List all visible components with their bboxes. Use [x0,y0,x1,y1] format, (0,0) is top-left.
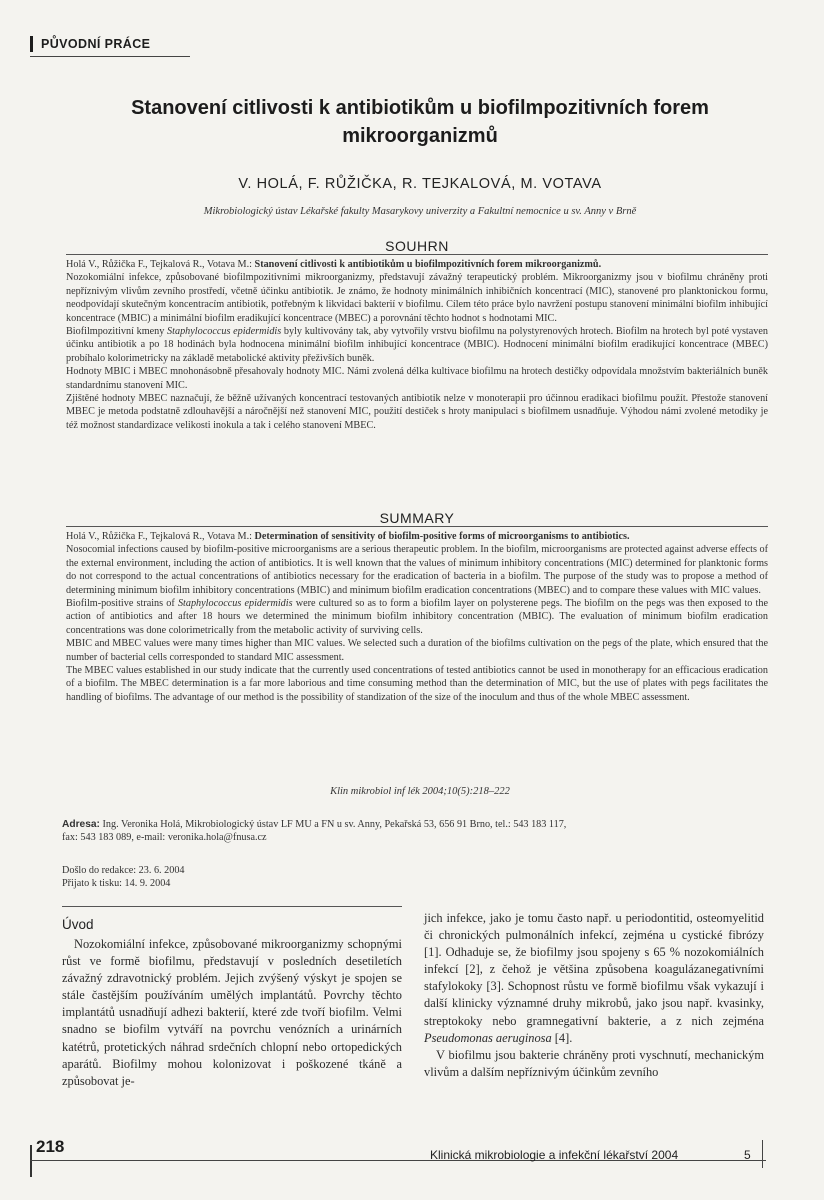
intro-right-post: [4]. [551,1030,573,1045]
summary-p2-pre: Biofilm-positive strains of [66,598,178,610]
souhrn-cite-authors: Holá V., Růžička F., Tejkalová R., Votava M.: [66,259,252,270]
article-title: Stanovení citlivosti k antibiotikům u biofilmpozitivních forem mikroorganizmů [131,97,709,147]
souhrn-paragraph-1: Nozokomiální infekce, způsobované biofilmpozitivními mikroorganizmy, představují závažný terapeutický problém. Mikroorganizmy jsou v biofilmu chráněny proti nepříznivým vlivům zevního prostředí, včetně účinku antibiotik. Je známo, že hodnoty minimálních inhibičních koncentrací (MIC), stanovené pro planktonickou formu, neodpovídají skutečným koncentracím antibiotik, potřebným k likvidaci bakterií v biofilmu. Cílem této práce bylo navržení postupu stanovení minimální biofilm inhibující koncentrace (MBIC) a minimální biofilm eradikující koncentrace (MBEC) a porovnání těchto hodnot s hodnotami MIC. [66,272,768,324]
summary-heading: SUMMARY [379,510,455,526]
submission-dates [62,864,362,891]
page-number: 218 [36,1137,65,1156]
body-left-column [62,916,402,1090]
souhrn-citation [66,258,768,271]
body-right-column [424,910,764,1081]
intro-right-paragraph-2: V biofilmu jsou bakterie chráněny proti vyschnutí, mechanickým vlivům a dalším nepříznivým účinkům zevního [424,1047,764,1079]
correspondence-address [62,818,762,845]
souhrn-p2-species: Staphylococcus epidermidis [167,326,282,338]
summary-paragraph-3: MBIC and MBEC values were many times higher than MIC values. We selected such a duration of the biofilms cultivation on the pegs of the plate, which ensured that the number of bacterial cells corresponded to standard MIC assessment. [66,638,768,663]
summary-citation [66,530,768,543]
souhrn-rule [66,254,768,255]
intro-heading: Úvod [62,917,94,932]
footer-tick [762,1140,763,1168]
address-label: Adresa: [62,819,100,830]
summary-p2-species: Staphylococcus epidermidis [177,598,293,610]
article-authors: V. HOLÁ, F. RŮŽIČKA, R. TEJKALOVÁ, M. VOTAVA [238,176,602,192]
intro-left-text: Nozokomiální infekce, způsobované mikroorganizmy schopnými růst ve formě biofilmu, představují v posledních desetiletích závažný zdravotnický problém. Jejich zvýšený výskyt je spojen se stále častějším používáním umělých implantátů. Povrchy těchto implantátů usnadňují adhezi bakterií, které zde tvoří biofilm. Velmi snadno se biofilm vytváří na povrchu venózních a urinárních katétrů, protetických náhrad srdečních chlopní nebo ortopedických aparátů. Biofilmy mohou kolonizovat i poškozené tkáně a způsobovat je- [62,937,402,1088]
footer-left-bar [30,1145,32,1177]
journal-citation: Klin mikrobiol inf lék 2004;10(5):218–222 [330,786,510,797]
address-line-1: Ing. Veronika Holá, Mikrobiologický ústav LF MU a FN u sv. Anny, Pekařská 53, 656 91 Brno, tel.: 543 183 117, [99,819,567,830]
received-date: Došlo do redakce: 23. 6. 2004 [62,865,185,876]
left-column-rule [62,906,402,907]
intro-right-species: Pseudomonas aeruginosa [424,1030,552,1045]
intro-right-pre: jich infekce, jako je tomu často např. u periodontitid, osteomyelitid či chronických pulmonálních infekcí, zejména u cystické fibrózy [1]. Odhaduje se, že biofilmy jsou spojeny s 65 % nozokomiálních infekcí [2], z čehož je většina způsobena koagulázanegativními stafylokoky [3]. Schopnost růstu ve formě biofilmu však vykazují i další klinicky významné druhy mikrobů, jako jsou např. kvasinky, streptokoky nebo gramnegativní bakterie, a z nich zejména [424,911,764,1028]
summary-paragraph-1: Nosocomial infections caused by biofilm-positive microorganisms are a serious therapeutic problem. In the biofilm, microorganisms are protected against adverse effects of the external environment, including the action of antibiotics. It is well known that the values of minimum inhibitory concentrations (MIC) determined for planktonic forms do not correspond to the actual concentrations of antibiotics necessary for the eradication of bacteria in a biofilm. The purpose of the study was to propose a method of determining minimum biofilm inhibitory concentrations (MBIC) and minimum biofilm eradication concentrations (MBEC) and to compare these values with MIC values. [66,544,768,596]
souhrn-paragraph-4: Zjištěné hodnoty MBEC naznačují, že běžně užívaných koncentrací testovaných antibiotik nelze v monoterapii pro účinnou eradikaci biofilmu použít. Přestože stanovení MBEC je metoda podstatně zdlouhavější a náročnější než stanovení MIC, použití destiček s hroty manipulaci s biofilmem usnadňuje. Výhodou námi zvolené metodiky je též možnost standardizace velikosti inokula a tak i celého stanovení MBEC. [66,393,768,431]
footer-issue-number: 5 [744,1148,751,1162]
souhrn-paragraph-3: Hodnoty MBIC i MBEC mnohonásobně přesahovaly hodnoty MIC. Námi zvolená délka kultivace biofilmu na hrotech destičky odpovídala množstvím bakteriálních buněk standardnímu stanovení MIC. [66,366,768,391]
address-line-2: fax: 543 183 089, e-mail: veronika.hola@fnusa.cz [62,832,267,844]
souhrn-p2-pre: Biofilmpozitivní kmeny [66,326,168,338]
intro-right-paragraph-1 [424,910,764,1047]
summary-block [66,510,768,704]
summary-p2-post: were cultured so as to form a biofilm layer on polysterene pegs. The biofilm on the pegs was then exposed to the action of antibiotics and after 18 hours we determined the minimum biofilm inhibitory concentration (MBIC). The evaluation of minimum biofilm eradication concentrations was done colorimetrically from the metabolic activity of surviving cells. [66,598,768,636]
footer-journal-name: Klinická mikrobiologie a infekční lékařství 2004 [430,1148,679,1162]
summary-paragraph-4: The MBEC values established in our study indicate that the currently used concentrations of tested antibiotics cannot be used in monotherapy for an efficacious eradication of a biofilm. The MBEC determination is a far more laborious and time consuming method than the determination of MIC, but the use of plates with pegs facilitates the handling of biofilms. The advantage of our method is the possibility of standization of the size of the inoculum and thus of the whole MBEC assessment. [66,665,768,703]
souhrn-heading: SOUHRN [385,238,449,254]
summary-cite-title: Determination of sensitivity of biofilm-positive forms of microorganisms to antibiotics. [254,531,630,542]
summary-paragraph-2 [66,597,768,637]
accepted-date: Přijato k tisku: 14. 9. 2004 [62,878,171,890]
article-affiliation: Mikrobiologický ústav Lékařské fakulty Masarykovy univerzity a Fakultní nemocnice u sv. Anny v Brně [203,206,637,217]
souhrn-p2-post: byly kultivovány tak, aby vytvořily vrstvu biofilmu na polystyrenových hrotech. Biofilm na hrotech byl poté vystaven účinku antibiotik a po 18 hodinách byla hodnocena minimální biofilm inhibující koncentrace (MBIC). Hodnocení minimální biofilm eradikující koncentrace (MBEC) probíhalo kolorimetricky na základě metabolické aktivity přeživších buněk. [66,326,768,364]
section-tag-rule [30,56,190,57]
souhrn-cite-title: Stanovení citlivosti k antibiotikům u biofilmpozitivních forem mikroorganizmů. [254,259,602,270]
section-tag: PŮVODNÍ PRÁCE [30,36,150,52]
summary-cite-authors: Holá V., Růžička F., Tejkalová R., Votava M.: [66,531,252,542]
souhrn-block [66,238,768,432]
summary-rule [66,526,768,527]
souhrn-paragraph-2 [66,325,768,365]
